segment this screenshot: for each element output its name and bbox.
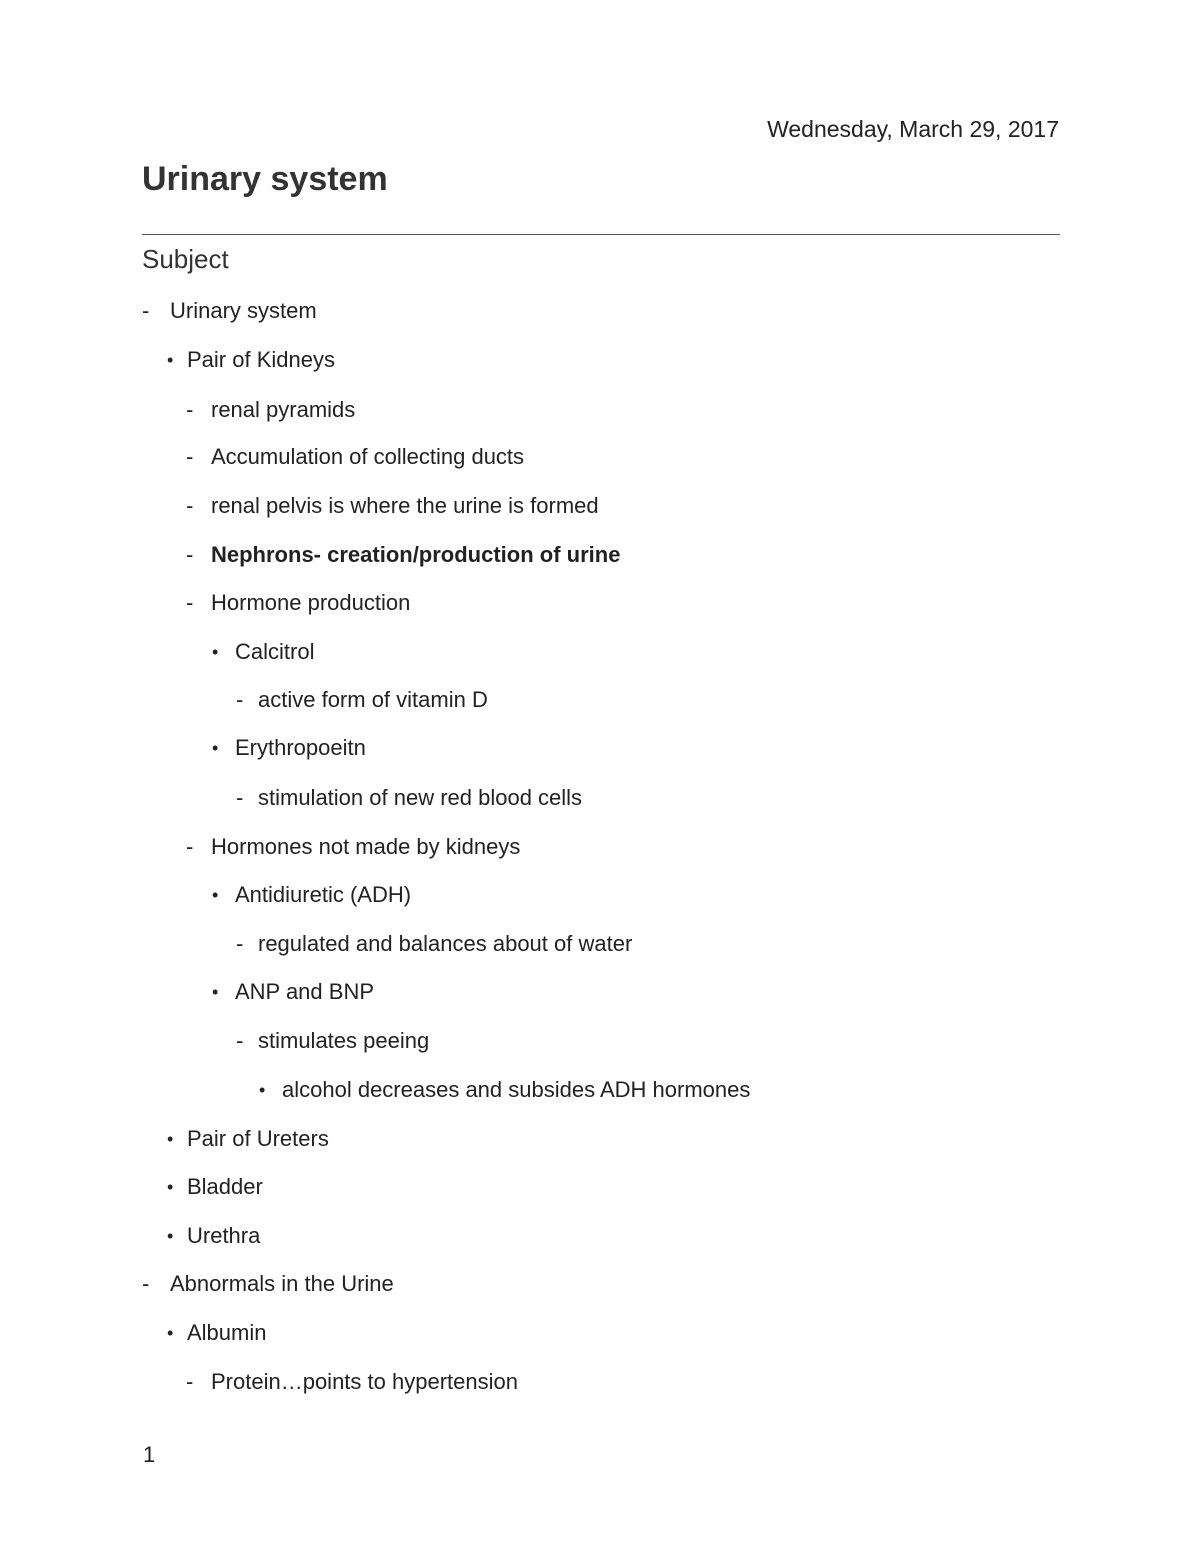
bullet-marker-icon: • <box>212 885 219 905</box>
list-item-text: stimulates peeing <box>258 1028 430 1053</box>
list-item <box>236 1028 430 1054</box>
dash-marker-icon: - <box>186 1369 194 1394</box>
list-item <box>212 735 366 761</box>
list-item <box>142 1271 394 1297</box>
list-item-text: stimulation of new red blood cells <box>258 785 583 810</box>
dash-marker-icon: - <box>142 1271 150 1296</box>
dash-marker-icon: - <box>142 298 150 323</box>
list-item <box>167 1223 261 1249</box>
list-item <box>212 639 315 665</box>
bullet-marker-icon: • <box>167 350 174 370</box>
list-item <box>236 931 633 957</box>
list-item <box>236 785 583 811</box>
dash-marker-icon: - <box>186 397 194 422</box>
list-item <box>167 1126 329 1152</box>
dash-marker-icon: - <box>186 493 194 518</box>
dash-marker-icon: - <box>186 444 194 469</box>
list-item <box>212 882 412 908</box>
list-item-text: Albumin <box>187 1320 267 1345</box>
bullet-marker-icon: • <box>167 1177 174 1197</box>
page-title: Urinary system <box>142 160 388 198</box>
dash-marker-icon: - <box>236 931 244 956</box>
list-item <box>186 834 521 860</box>
list-item <box>186 1369 518 1395</box>
bullet-marker-icon: • <box>167 1226 174 1246</box>
bullet-marker-icon: • <box>167 1323 174 1343</box>
list-item-text: Erythropoeitn <box>235 735 366 760</box>
document-date: Wednesday, March 29, 2017 <box>767 116 1059 142</box>
list-item <box>212 979 375 1005</box>
dash-marker-icon: - <box>236 687 244 712</box>
list-item-text: Calcitrol <box>235 639 315 664</box>
list-item <box>186 542 621 568</box>
list-item <box>167 347 335 373</box>
list-item <box>167 1320 267 1346</box>
list-item-text: active form of vitamin D <box>258 687 488 712</box>
list-item-text: regulated and balances about of water <box>258 931 633 956</box>
list-item-text: Bladder <box>187 1174 263 1199</box>
list-item-text: Antidiuretic (ADH) <box>235 882 412 907</box>
list-item <box>186 493 599 519</box>
list-item <box>186 444 525 470</box>
list-item-text: ANP and BNP <box>235 979 375 1004</box>
bullet-marker-icon: • <box>212 982 219 1002</box>
bullet-marker-icon: • <box>212 642 219 662</box>
title-divider <box>142 234 1060 235</box>
dash-marker-icon: - <box>236 785 244 810</box>
bullet-marker-icon: • <box>259 1080 266 1100</box>
list-item-text: Hormones not made by kidneys <box>211 834 521 859</box>
list-item-text: renal pyramids <box>211 397 356 422</box>
list-item-text: Urethra <box>187 1223 261 1248</box>
list-item <box>167 1174 263 1200</box>
dash-marker-icon: - <box>236 1028 244 1053</box>
list-item-text: Hormone production <box>211 590 411 615</box>
dash-marker-icon: - <box>186 834 194 859</box>
dash-marker-icon: - <box>186 590 194 615</box>
list-item <box>259 1077 751 1103</box>
list-item <box>142 298 317 324</box>
list-item-text: Urinary system <box>170 298 317 323</box>
list-item-text: Accumulation of collecting ducts <box>211 444 525 469</box>
list-item-text: Abnormals in the Urine <box>170 1271 394 1296</box>
list-item-text: Protein…points to hypertension <box>211 1369 518 1394</box>
list-item-text: Nephrons- creation/production of urine <box>211 542 621 567</box>
list-item-text: Pair of Kidneys <box>187 347 335 372</box>
bullet-marker-icon: • <box>167 1129 174 1149</box>
list-item <box>186 397 356 423</box>
bullet-marker-icon: • <box>212 738 219 758</box>
list-item <box>236 687 488 713</box>
list-item <box>186 590 411 616</box>
list-item-text: alcohol decreases and subsides ADH hormones <box>282 1077 751 1102</box>
list-item-text: renal pelvis is where the urine is formed <box>211 493 599 518</box>
page-number: 1 <box>143 1442 156 1467</box>
dash-marker-icon: - <box>186 542 194 567</box>
list-item-text: Pair of Ureters <box>187 1126 329 1151</box>
section-heading: Subject <box>142 244 229 274</box>
